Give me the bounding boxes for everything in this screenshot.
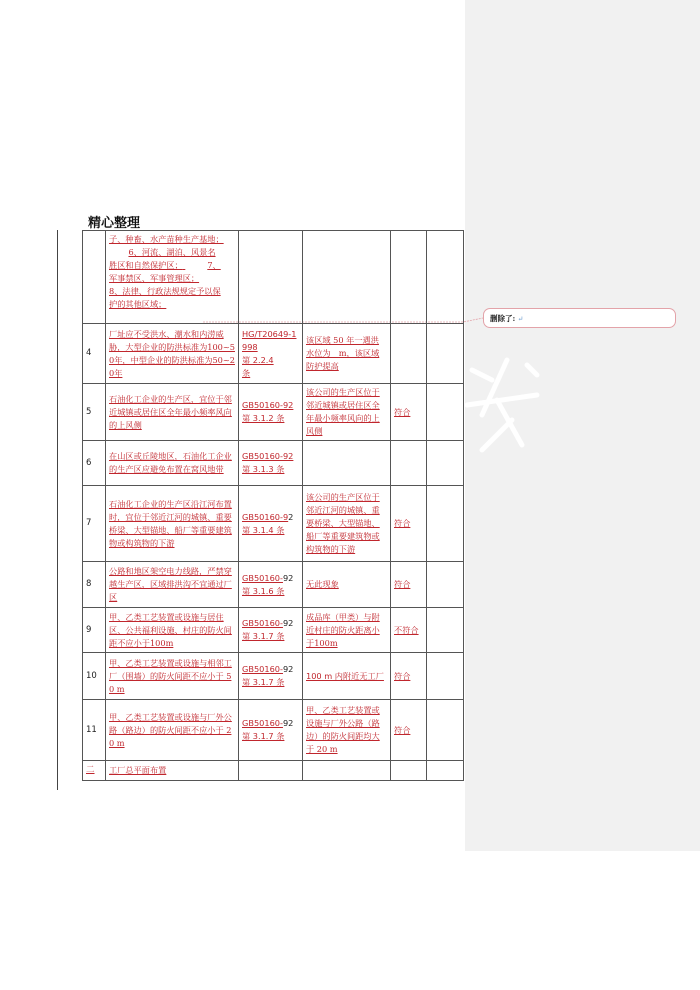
standard-clause: 第 3.1.7 条 xyxy=(242,731,285,741)
standard-code-tail: 2 xyxy=(288,511,294,522)
status-cell: 该公司的生产区位于邻近江河的城镇、重要桥梁、大型锚地、船厂等重要建筑物或构筑物的下游 xyxy=(303,486,391,562)
section-title: 工厂总平面布置 xyxy=(106,761,239,781)
standard-code: GB50160-92 xyxy=(242,451,294,461)
row-number: 7 xyxy=(83,486,106,562)
standard-code: GB50160-9 xyxy=(242,511,289,522)
deleted-line: 护的其他区域； xyxy=(109,299,167,309)
result-cell xyxy=(391,441,427,486)
revision-bar xyxy=(57,230,58,790)
standard-cell xyxy=(239,486,303,562)
requirement-cell: 甲、乙类工艺装置或设施与相邻工厂（围墙）的防火间距不应小于 50 m xyxy=(106,653,239,700)
row-number: 10 xyxy=(83,653,106,700)
requirement-cell: 石油化工企业的生产区沿江河布置时，宜位于邻近江河的城镇、重要桥梁、大型锚地、船厂等重要建筑物或构筑物的下游 xyxy=(106,486,239,562)
comment-label: 删除了: xyxy=(490,314,516,323)
standard-code: GB50160- xyxy=(242,572,283,583)
table-row-section xyxy=(83,761,464,781)
standard-suffix: 条 xyxy=(242,367,251,378)
deleted-line: 胜区和自然保护区； xyxy=(109,260,183,270)
requirement-cell: 在山区或丘陵地区，石油化工企业的生产区应避免布置在窝风地带 xyxy=(106,441,239,486)
deleted-text-cell xyxy=(106,231,239,324)
standard-cell xyxy=(239,562,303,608)
inspection-table xyxy=(82,230,464,781)
table-row xyxy=(83,441,464,486)
result-cell xyxy=(391,324,427,384)
standard-code: GB50160- xyxy=(242,664,283,674)
result-cell: 符合 xyxy=(391,384,427,441)
standard-clause: 第 3.1.7 条 xyxy=(242,677,285,687)
standard-code: GB50160-92 xyxy=(242,400,294,410)
requirement-cell: 石油化工企业的生产区，宜位于邻近城镇或居住区全年最小频率风向的上风侧 xyxy=(106,384,239,441)
standard-code: GB50160- xyxy=(242,718,283,728)
table-row xyxy=(83,700,464,761)
watermark-glyph xyxy=(452,350,552,470)
standard-clause: 第 3.1.2 条 xyxy=(242,413,285,423)
row-number: 4 xyxy=(83,324,106,384)
result-cell: 符合 xyxy=(391,653,427,700)
standard-cell xyxy=(239,700,303,761)
standard-code-tail: 92 xyxy=(282,572,294,583)
standard-code: GB50160- xyxy=(242,618,283,628)
result-cell: 不符合 xyxy=(391,608,427,653)
deleted-line: 6、河流、湖泊、风景名 xyxy=(128,247,216,257)
row-number: 5 xyxy=(83,384,106,441)
standard-code: HG/T20649-1998 xyxy=(242,328,297,352)
standard-cell xyxy=(239,324,303,384)
standard-clause: 第 3.1.3 条 xyxy=(242,464,285,474)
row-number: 8 xyxy=(83,562,106,608)
requirement-cell: 甲、乙类工艺装置或设施与居住区、公共福利设施、村庄的防火间距不应小于100m xyxy=(106,608,239,653)
table-row xyxy=(83,562,464,608)
table-row xyxy=(83,608,464,653)
status-cell: 成品库（甲类）与附近村庄的防火距离小于100m xyxy=(303,608,391,653)
page-header-title: 精心整理 xyxy=(88,216,141,231)
table-row xyxy=(83,653,464,700)
table-row-continuation xyxy=(83,231,464,324)
standard-clause: 第 3.1.7 条 xyxy=(242,631,285,641)
row-number: 6 xyxy=(83,441,106,486)
standard-cell xyxy=(239,384,303,441)
standard-code-tail: 92 xyxy=(282,664,294,674)
requirement-cell: 甲、乙类工艺装置或设施与厂外公路（路边）的防火间距不应小于 20 m xyxy=(106,700,239,761)
deleted-line: 8、法律、行政法规规定予以保 xyxy=(109,286,221,296)
result-cell: 符合 xyxy=(391,562,427,608)
paragraph-mark-icon: ↵ xyxy=(517,315,524,323)
row-number: 11 xyxy=(83,700,106,761)
requirement-cell: 公路和地区架空电力线路，严禁穿越生产区，区域排洪沟不宜通过厂区 xyxy=(106,562,239,608)
comment-balloon[interactable] xyxy=(483,308,676,328)
section-number: 二 xyxy=(83,761,106,781)
deleted-line: 子、种畜、水产苗种生产基地； xyxy=(109,234,224,244)
table-row xyxy=(83,324,464,384)
status-cell: 100 m 内附近无工厂 xyxy=(303,653,391,700)
status-cell xyxy=(303,441,391,486)
status-cell: 甲、乙类工艺装置或设施与厂外公路（路边）的防火间距均大于 20 m xyxy=(303,700,391,761)
requirement-cell: 厂址应不受洪水、潮水和内涝威胁，大型企业的防洪标准为100~50年，中型企业的防洪标准为50~20年 xyxy=(106,324,239,384)
status-cell: 该区域 50 年一遇洪水位为 m，该区域防护提高 xyxy=(303,324,391,384)
standard-cell xyxy=(239,441,303,486)
status-cell: 该公司的生产区位于邻近城镇或居住区全年最小频率风向的上风侧 xyxy=(303,384,391,441)
result-cell: 符合 xyxy=(391,486,427,562)
standard-code-tail: 92 xyxy=(282,718,294,728)
table-row xyxy=(83,384,464,441)
standard-cell xyxy=(239,653,303,700)
result-cell: 符合 xyxy=(391,700,427,761)
table-row xyxy=(83,486,464,562)
deleted-line: 军事禁区、军事管理区； xyxy=(109,273,200,283)
standard-clause: 第 3.1.6 条 xyxy=(242,585,285,596)
standard-code-tail: 92 xyxy=(282,618,294,628)
deleted-line: 7、 xyxy=(207,260,221,270)
standard-clause: 第 2.2.4 xyxy=(242,354,274,365)
standard-cell xyxy=(239,608,303,653)
row-number: 9 xyxy=(83,608,106,653)
status-cell: 无此现象 xyxy=(303,562,391,608)
standard-clause: 第 3.1.4 条 xyxy=(242,524,285,535)
